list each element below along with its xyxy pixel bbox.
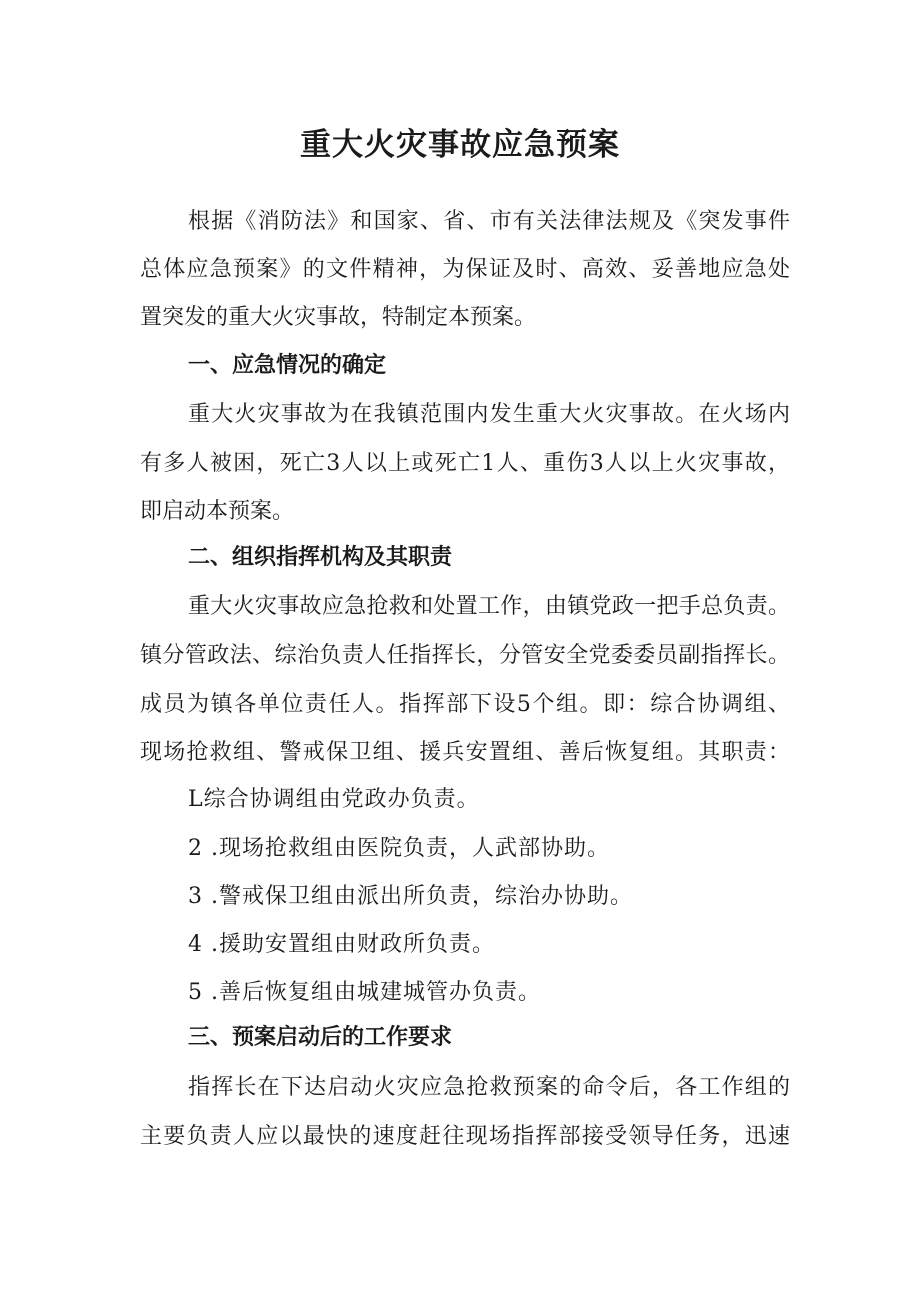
section-2-line-1: 重大火灾事故应急抢救和处置工作，由镇党政一把手总负责。 [188,594,790,619]
intro-line-1: 根据《消防法》和国家、省、市有关法律法规及《突发事件 [188,209,790,234]
intro-line-3: 置突发的重大火灾事故，特制定本预案。 [140,305,537,330]
section-3-line-1: 指挥长在下达启动火灾应急抢救预案的命令后，各工作组的 [188,1075,790,1100]
section-2-line-2: 镇分管政法、综治负责人任指挥长，分管安全党委委员副指挥长。 [140,643,790,668]
section-1-line-3: 即启动本预案。 [140,499,295,524]
section-1-line-2: 有多人被困，死亡3人以上或死亡1人、重伤3人以上火灾事故， [140,451,790,476]
section-3-line-2: 主要负责人应以最快的速度赶往现场指挥部接受领导任务，迅速 [140,1124,790,1149]
section-3-heading: 三、预案启动后的工作要求 [188,1025,453,1050]
section-2-line-3: 成员为镇各单位责任人。指挥部下设5个组。即：综合协调组、 [140,692,790,717]
section-1-line-1: 重大火灾事故为在我镇范围内发生重大火灾事故。在火场内 [188,402,790,427]
duty-item-3: 3 .警戒保卫组由派出所负责，综治办协助。 [188,884,633,909]
section-2-line-4: 现场抢救组、警戒保卫组、援兵安置组、善后恢复组。其职责： [140,740,790,765]
section-2-heading: 二、组织指挥机构及其职责 [188,545,453,570]
section-1-heading: 一、应急情况的确定 [188,353,387,378]
intro-line-2: 总体应急预案》的文件精神，为保证及时、高效、妥善地应急处 [140,257,790,282]
duty-item-4: 4 .援助安置组由财政所负责。 [188,932,495,957]
duty-item-1: L综合协调组由党政办负责。 [188,787,480,812]
document-title: 重大火灾事故应急预案 [300,127,620,163]
duty-item-5: 5 .善后恢复组由城建城管办负责。 [188,980,541,1005]
duty-item-2: 2 .现场抢救组由医院负责，人武部协助。 [188,836,610,861]
